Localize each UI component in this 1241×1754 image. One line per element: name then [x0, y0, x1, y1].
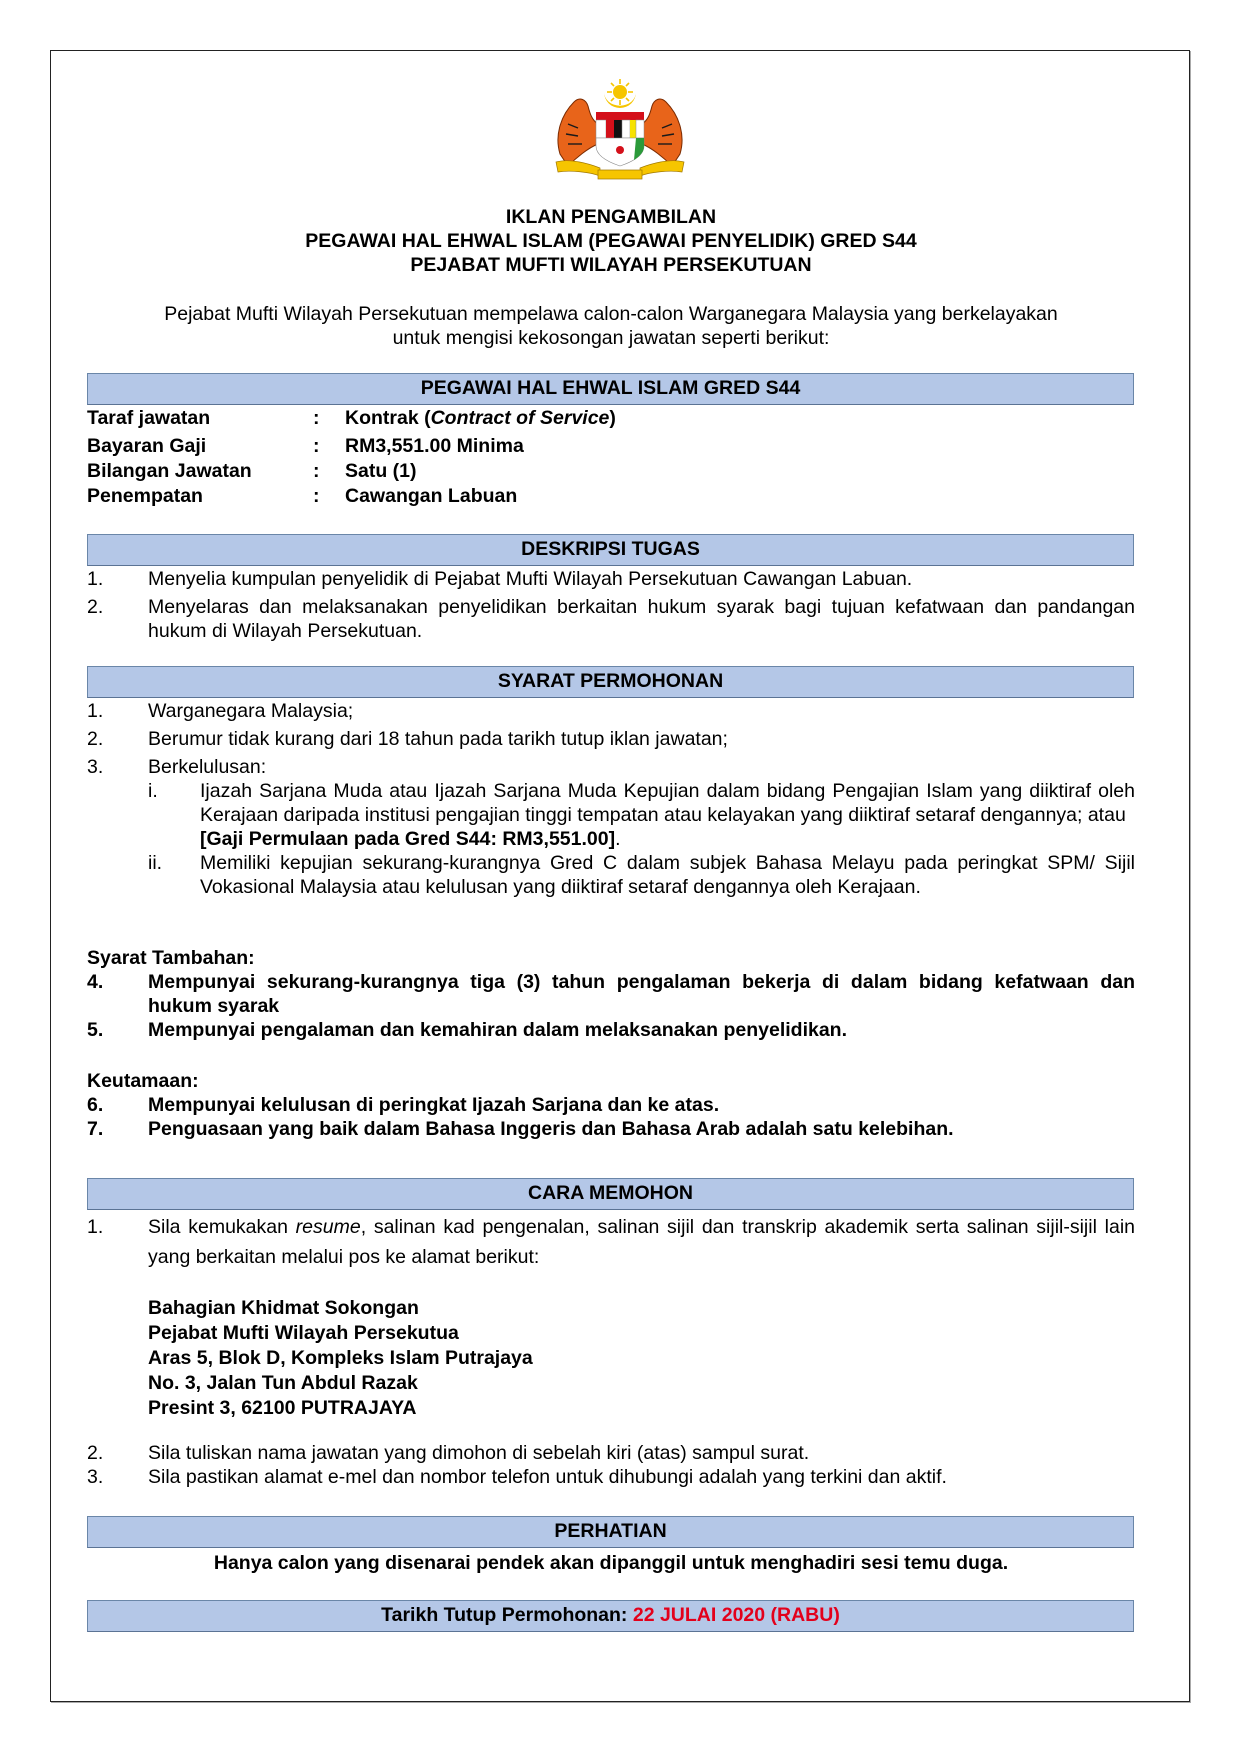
section-header-attention: PERHATIAN	[87, 1516, 1134, 1548]
additional-requirements-list	[87, 970, 1135, 1046]
list-item: 2. Menyelaras dan melaksanakan penyelidikan berkaitan hukum syarak bagi tujuan kefatwaan dan pandangan hukum di Wilayah Persekutuan.	[87, 596, 1135, 642]
field-label: Bilangan Jawatan	[87, 460, 252, 482]
list-item: 4. Mempunyai sekurang-kurangnya tiga (3) tahun pengalaman bekerja di dalam bidang kefatwaan dan hukum syarak	[87, 971, 1135, 1017]
title-line: IKLAN PENGAMBILAN	[505, 206, 717, 228]
address-line: Presint 3, 62100 PUTRAJAYA	[148, 1397, 417, 1419]
list-item: 6. Mempunyai kelulusan di peringkat Ijazah Sarjana dan ke atas.	[87, 1094, 720, 1116]
list-item: 3. Sila pastikan alamat e-mel dan nombor telefon untuk dihubungi adalah yang terkini dan aktif.	[87, 1466, 947, 1488]
list-item: 5. Mempunyai pengalaman dan kemahiran dalam melaksanakan penyelidikan.	[87, 1019, 848, 1041]
title-line: PEJABAT MUFTI WILAYAH PERSEKUTUAN	[410, 254, 812, 276]
document-title	[87, 205, 1135, 277]
section-header-duties: DESKRIPSI TUGAS	[87, 534, 1134, 566]
list-item: 3. Berkelulusan:	[87, 756, 267, 778]
list-item: 2. Berumur tidak kurang dari 18 tahun pada tarikh tutup iklan jawatan;	[87, 728, 728, 750]
closing-date-label: Tarikh Tutup Permohonan:	[381, 1604, 633, 1626]
intro-line: Pejabat Mufti Wilayah Persekutuan mempelawa calon-calon Warganegara Malaysia yang berkelayakan	[164, 303, 1058, 325]
salary-note: [Gaji Permulaan pada Gred S44: RM3,551.00]	[200, 828, 616, 850]
address-line: No. 3, Jalan Tun Abdul Razak	[148, 1372, 418, 1394]
field-value: Cawangan Labuan	[345, 485, 518, 507]
intro-paragraph	[87, 302, 1135, 350]
address-line: Bahagian Khidmat Sokongan	[148, 1297, 419, 1319]
sub-list-item: i. Ijazah Sarjana Muda atau Ijazah Sarjana Muda Kepujian dalam bidang Pengajian Islam yang diiktiraf oleh Kerajaan daripada institusi pengajian tinggi tempatan atau kelayakan yang diiktiraf setaraf dengannya; atau [Gaji Permulaan pada Gred S44: RM3,551.00].	[148, 780, 1135, 850]
list-item: 7. Penguasaan yang baik dalam Bahasa Inggeris dan Bahasa Arab adalah satu kelebihan.	[87, 1118, 954, 1140]
field-label: Bayaran Gaji	[87, 435, 207, 457]
field-label: Penempatan	[87, 485, 203, 507]
field-value: Kontrak (Contract of Service)	[345, 407, 616, 429]
list-item: 1. Sila kemukakan resume, salinan kad pengenalan, salinan sijil dan transkrip akademik serta salinan sijil-sijil lain yang berkaitan melalui pos ke alamat berikut:	[87, 1216, 1135, 1268]
field-separator: :	[313, 485, 320, 507]
additional-requirements-label: Syarat Tambahan:	[87, 947, 255, 969]
sub-list-item: ii. Memiliki kepujian sekurang-kurangnya Gred C dalam subjek Bahasa Melayu pada peringkat SPM/ Sijil Vokasional Malaysia atau kelulusan yang diiktiraf setaraf dengannya oleh Kerajaan.	[148, 852, 1135, 898]
field-separator: :	[313, 460, 320, 482]
malaysia-coat-of-arms-icon	[540, 74, 700, 184]
how-to-apply-list	[87, 1212, 1135, 1276]
how-to-apply-list-continued	[87, 1441, 1135, 1493]
field-value: RM3,551.00 Minima	[345, 435, 524, 457]
field-label: Taraf jawatan	[87, 407, 211, 429]
section-header-requirements: SYARAT PERMOHONAN	[87, 666, 1134, 698]
section-header-how-to-apply: CARA MEMOHON	[87, 1178, 1134, 1210]
attention-notice: Hanya calon yang disenarai pendek akan dipanggil untuk menghadiri sesi temu duga.	[213, 1552, 1009, 1574]
mailing-address	[148, 1296, 533, 1421]
list-item: 1. Menyelia kumpulan penyelidik di Pejabat Mufti Wilayah Persekutuan Cawangan Labuan.	[87, 568, 913, 590]
preferences-list	[87, 1093, 1135, 1145]
closing-date-bar	[87, 1600, 1134, 1632]
preferences-label: Keutamaan:	[87, 1070, 199, 1092]
list-item: 1. Warganegara Malaysia;	[87, 700, 354, 722]
title-line: PEGAWAI HAL EHWAL ISLAM (PEGAWAI PENYELIDIK) GRED S44	[305, 230, 917, 252]
field-value: Satu (1)	[345, 460, 417, 482]
duties-list	[87, 567, 1135, 647]
requirements-list	[87, 699, 1135, 899]
address-line: Aras 5, Blok D, Kompleks Islam Putrajaya	[148, 1347, 533, 1369]
closing-date-value: 22 JULAI 2020 (RABU)	[632, 1604, 840, 1626]
list-item: 2. Sila tuliskan nama jawatan yang dimohon di sebelah kiri (atas) sampul surat.	[87, 1442, 810, 1464]
field-separator: :	[313, 407, 320, 429]
address-line: Pejabat Mufti Wilayah Persekutua	[148, 1322, 459, 1344]
intro-line: untuk mengisi kekosongan jawatan seperti berikut:	[392, 327, 830, 349]
field-separator: :	[313, 435, 320, 457]
section-header-position: PEGAWAI HAL EHWAL ISLAM GRED S44	[87, 373, 1134, 405]
